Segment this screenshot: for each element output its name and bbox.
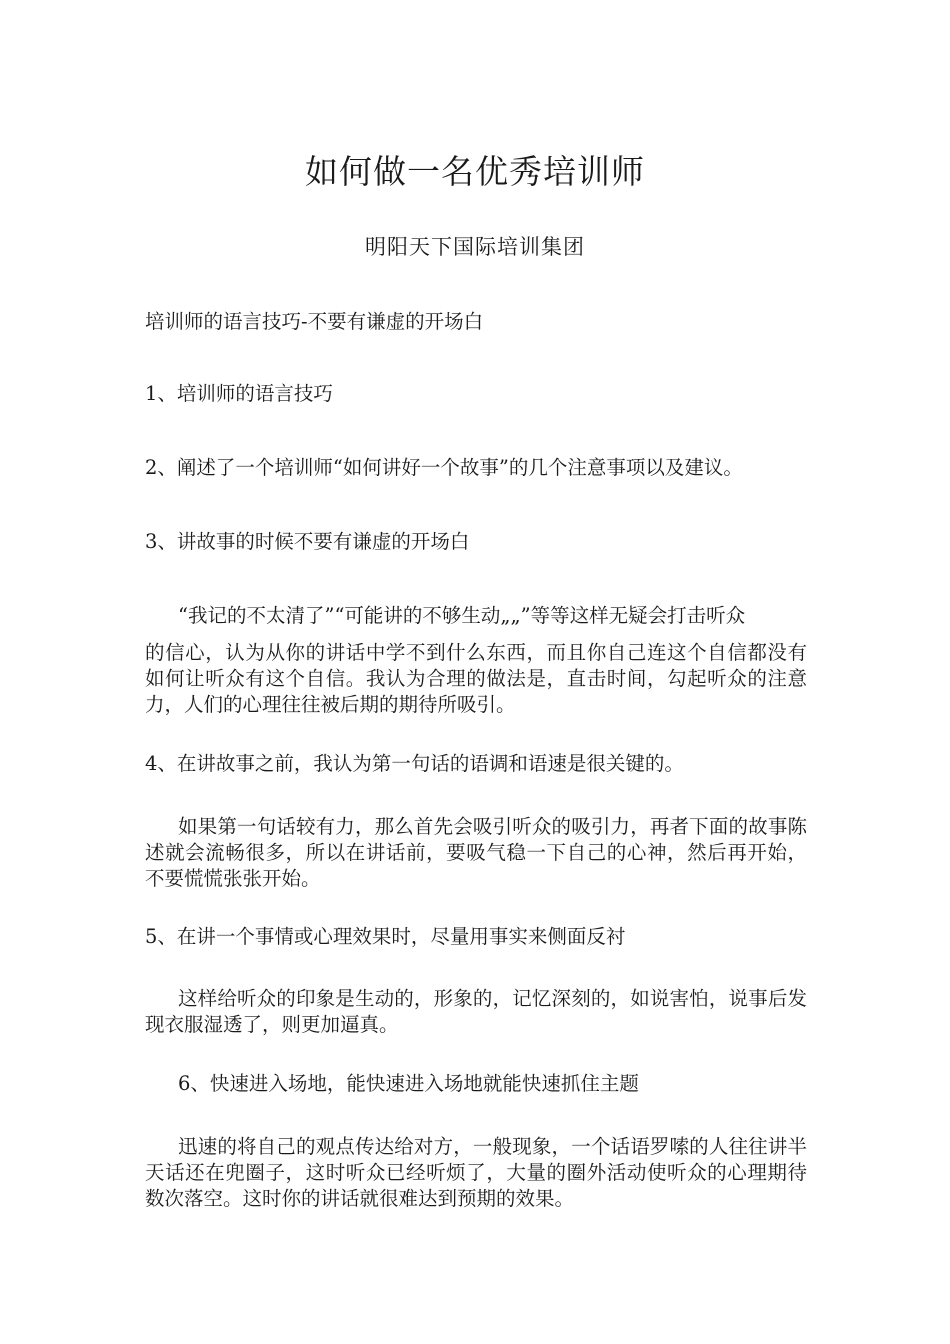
paragraph-3-first-line: “我记的不太清了”“可能讲的不够生动„„”等等这样无疑会打击听众: [178, 604, 746, 627]
document-title: 如何做一名优秀培训师: [305, 152, 645, 191]
paragraph-6: 迅速的将自己的观点传达给对方，一般现象，一个话语罗嗦的人往往讲半天话还在兜圈子，这时听众已经听烦了，大量的圈外活动使听众的心理期待数次落空。这时你的讲话就很难达到预期的效果。: [145, 1135, 807, 1210]
list-item-6: 6、快速进入场地，能快速进入场地就能快速抓住主题: [178, 1072, 639, 1095]
list-item-3: 3、讲故事的时候不要有谦虚的开场白: [145, 530, 470, 553]
list-item-2: 2、阐述了一个培训师“如何讲好一个故事”的几个注意事项以及建议。: [145, 456, 743, 479]
document-subtitle: 明阳天下国际培训集团: [365, 235, 585, 259]
list-item-1: 1、培训师的语言技巧: [145, 382, 333, 405]
list-item-5: 5、在讲一个事情或心理效果时，尽量用事实来侧面反衬: [145, 925, 626, 948]
paragraph-5: 这样给听众的印象是生动的，形象的，记忆深刻的，如说害怕，说事后发现衣服湿透了，则更加逼真。: [145, 987, 807, 1036]
section-heading: 培训师的语言技巧-不要有谦虚的开场白: [145, 310, 484, 333]
paragraph-3-rest: 的信心，认为从你的讲话中学不到什么东西，而且你自己连这个自信都没有如何让听众有这个自信。我认为合理的做法是，直击时间，勾起听众的注意力，人们的心理往往被后期的期待所吸引。: [145, 641, 807, 716]
paragraph-4: 如果第一句话较有力，那么首先会吸引听众的吸引力，再者下面的故事陈述就会流畅很多，所以在讲话前，要吸气稳一下自己的心神，然后再开始，不要慌慌张张开始。: [145, 815, 807, 890]
list-item-4: 4、在讲故事之前，我认为第一句话的语调和语速是很关键的。: [145, 752, 684, 775]
